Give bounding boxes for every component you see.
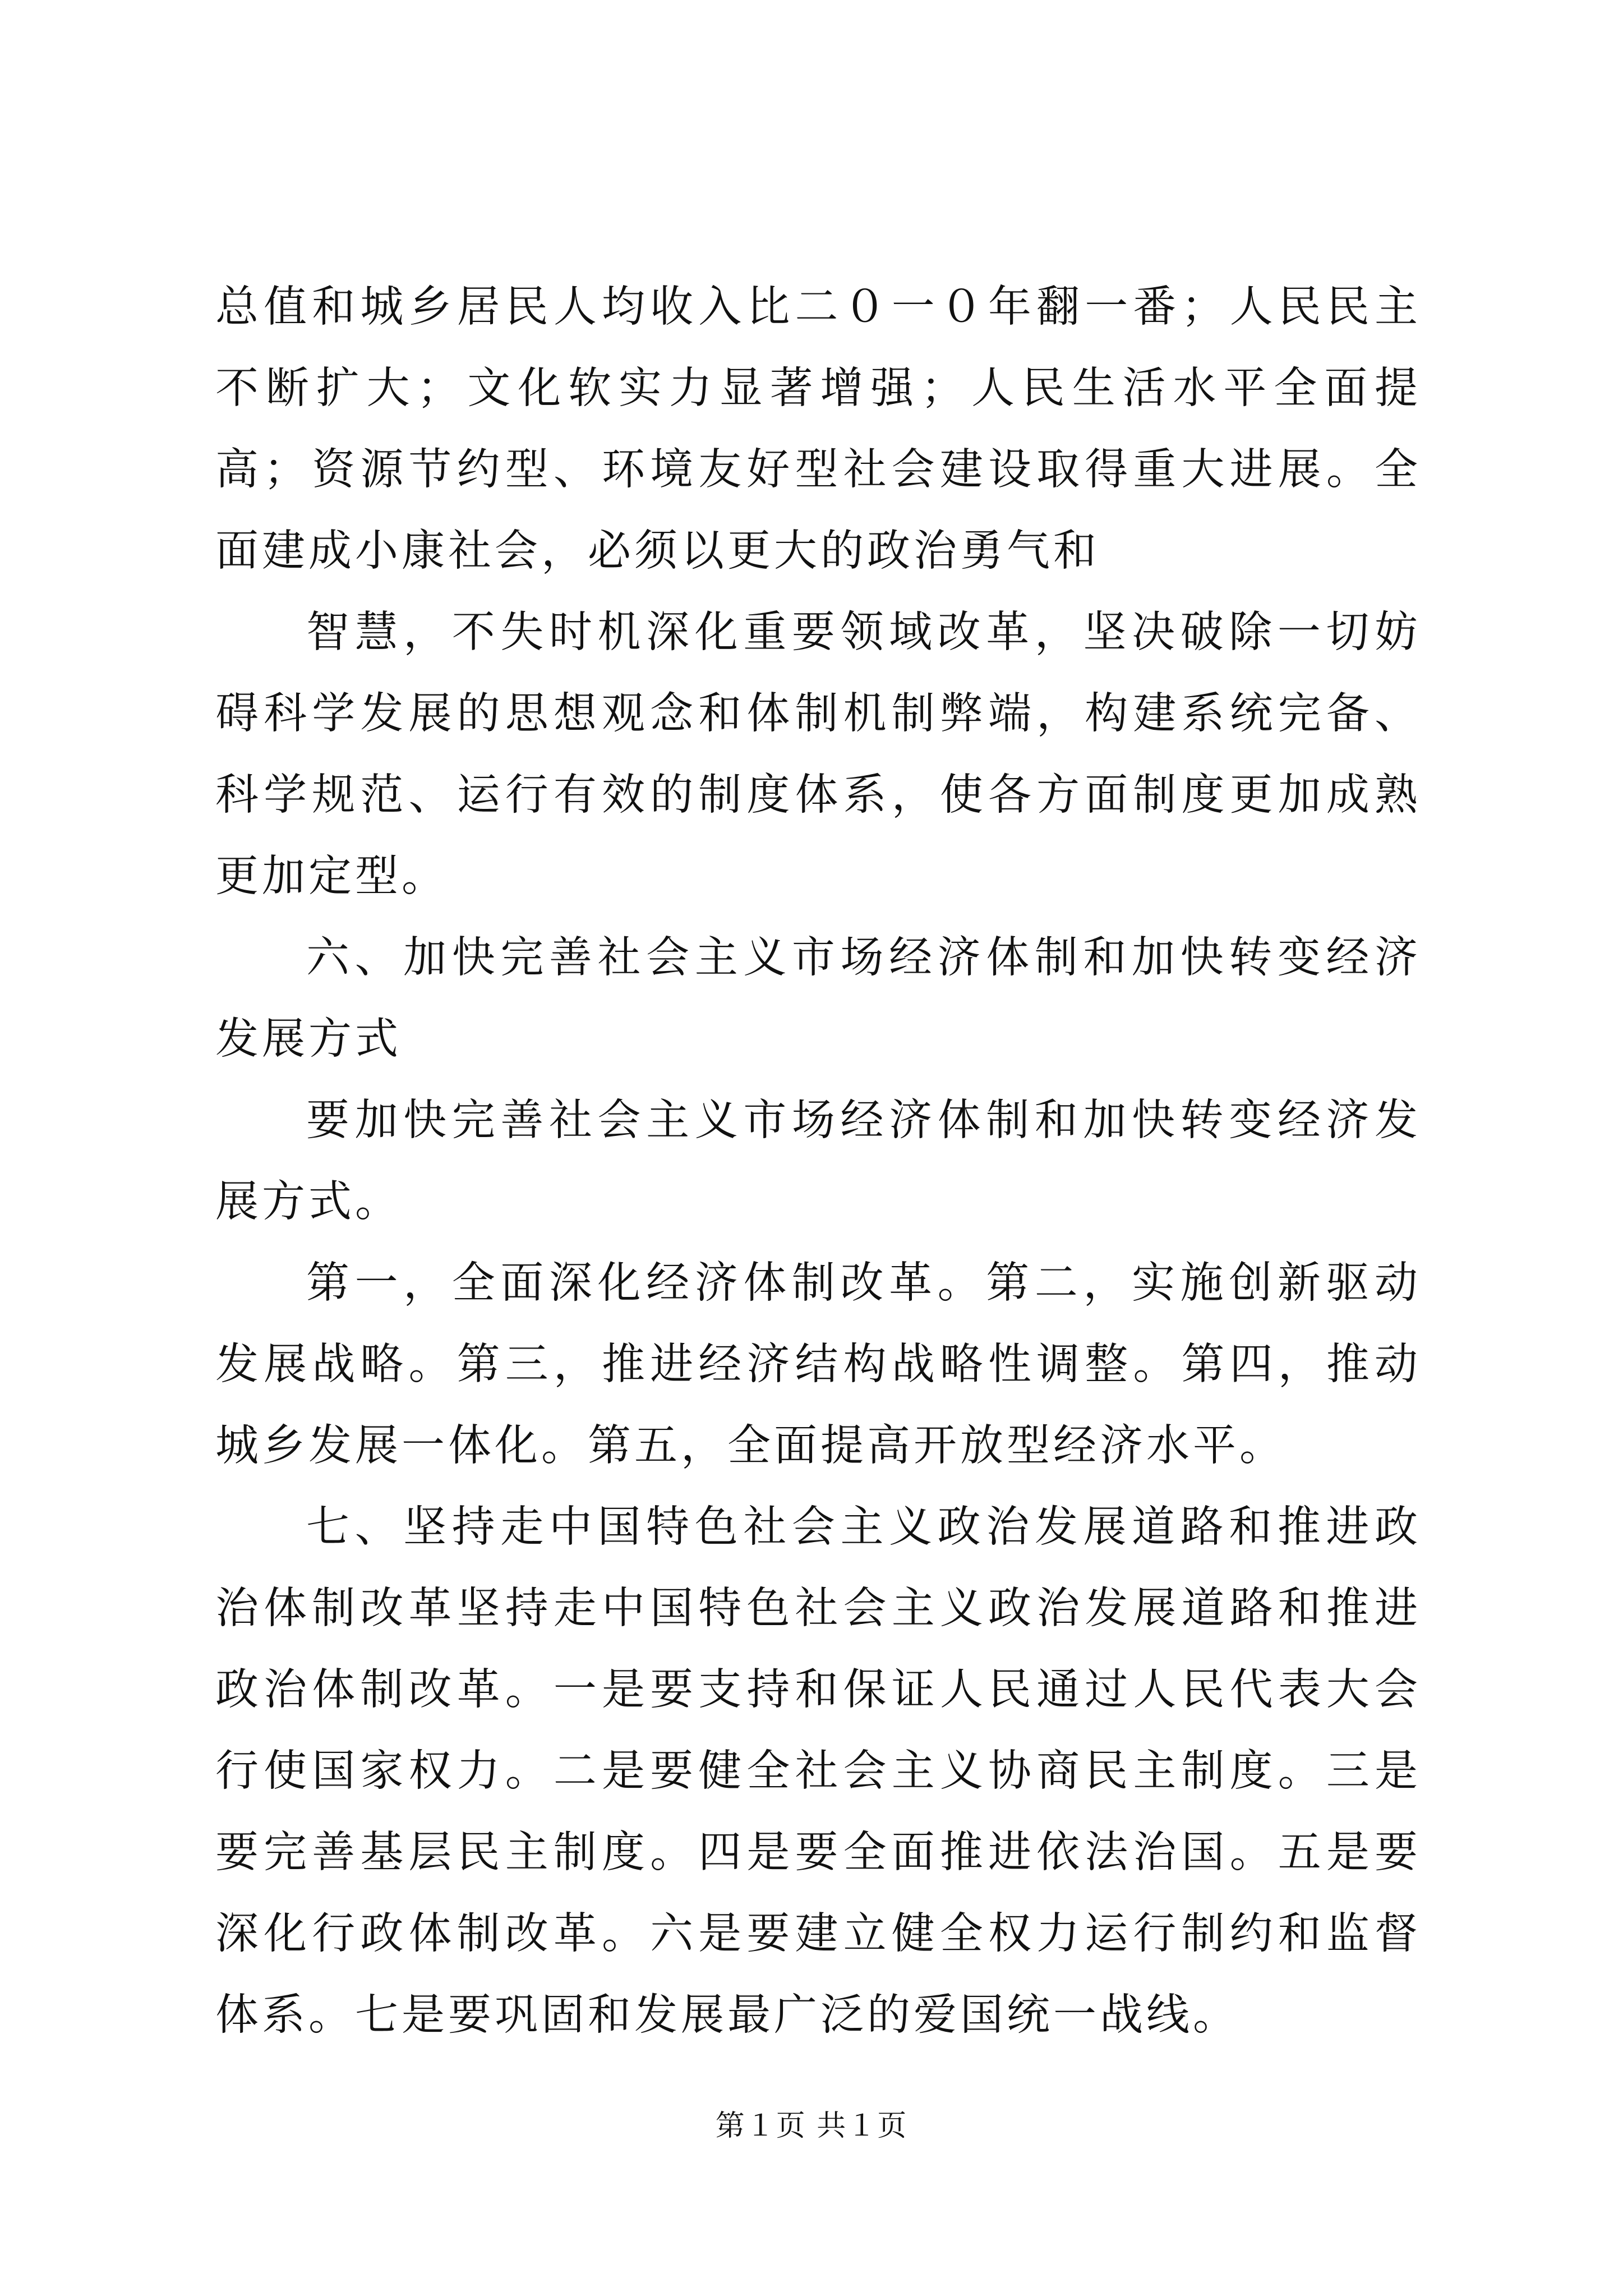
paragraph-continued: 总值和城乡居民人均收入比二０一０年翻一番；人民民主不断扩大；文化软实力显著增强；人民生活水平全面提高；资源节约型、环境友好型社会建设取得重大进展。全面建成小康社会，必须以更大的政治勇气和	[215, 282, 1421, 576]
paragraph: 智慧，不失时机深化重要领域改革，坚决破除一切妨碍科学发展的思想观念和体制机制弊端，构建系统完备、科学规范、运行有效的制度体系，使各方面制度更加成熟更加定型。	[215, 608, 1421, 901]
paragraph: 第一，全面深化经济体制改革。第二，实施创新驱动发展战略。第三，推进经济结构战略性调整。第四，推动城乡发展一体化。第五，全面提高开放型经济水平。	[215, 1258, 1421, 1471]
page-footer: 第１页 共１页	[715, 2109, 908, 2143]
section-heading-6: 六、加快完善社会主义市场经济体制和加快转变经济发展方式	[215, 933, 1421, 1064]
document-body	[215, 266, 1421, 2056]
paragraph: 要加快完善社会主义市场经济体制和加快转变经济发展方式。	[215, 1096, 1421, 1227]
section-paragraph-7: 七、坚持走中国特色社会主义政治发展道路和推进政治体制改革坚持走中国特色社会主义政治发展道路和推进政治体制改革。一是要支持和保证人民通过人民代表大会行使国家权力。二是要健全社会主义协商民主制度。三是要完善基层民主制度。四是要全面推进依法治国。五是要深化行政体制改革。六是要建立健全权力运行制约和监督体系。七是要巩固和发展最广泛的爱国统一战线。	[215, 1502, 1421, 2040]
